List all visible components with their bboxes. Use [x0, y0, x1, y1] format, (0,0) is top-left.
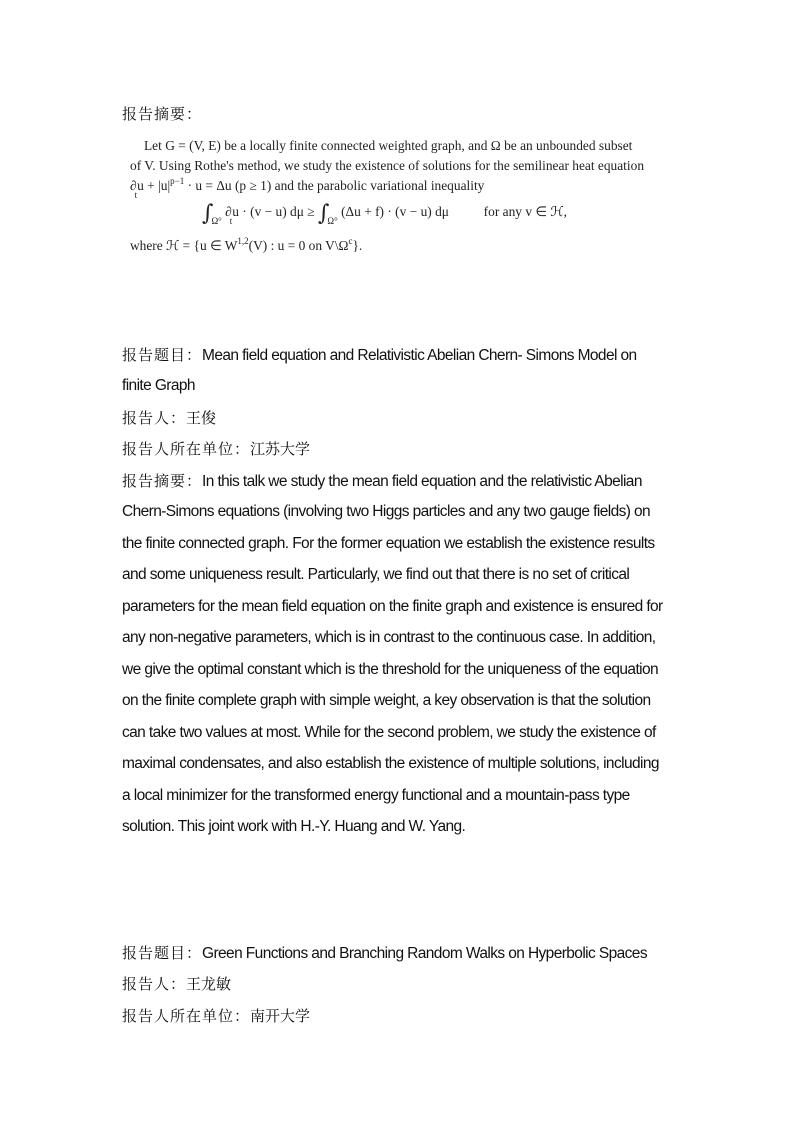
abstract-line: In this talk we study the mean field equation and the relativistic Abelian — [202, 473, 642, 490]
speaker-label: 报告人： — [122, 409, 187, 427]
affiliation-row-2 — [122, 1006, 310, 1026]
speaker-name-2: 王龙敏 — [186, 975, 232, 993]
abstract-line: and some uniqueness result. Particularly, we find out that there is no set of critical — [122, 566, 630, 583]
talk-title-row-2 — [122, 943, 647, 964]
latex-equation: $\int_{\Omega^\circ}$ $\partial_tu \cdot (v - u) d\mu \ge \int_{\Omega^\circ}$ (Δu + f) · (v − u) dμ for any v ∈ ℋ, — [202, 201, 567, 226]
abstract-line: parameters for the mean field equation on the finite graph and existence is ensured for — [122, 598, 663, 615]
affiliation-name-2: 南开大学 — [250, 1007, 311, 1025]
latex-line-5: where ℋ = {u ∈ W$^{1,2}$(V) : u = 0 on $V\backslash\Omega^c$}. — [130, 236, 363, 253]
title-label-2: 报告题目： — [122, 944, 203, 962]
affiliation-name: 江苏大学 — [250, 440, 311, 458]
integral-sign-left: ∫ — [202, 201, 214, 226]
latex-line-3: $\partial_tu + |u|^{p-1} \cdot u = \Delta u$ (p ≥ 1) and the parabolic variational inequality — [130, 176, 485, 200]
speaker-name: 王俊 — [186, 409, 217, 427]
affiliation-label: 报告人所在单位： — [122, 440, 251, 458]
abstract-label-2: 报告摘要： — [122, 472, 203, 490]
talk-title: Mean field equation and Relativistic Abelian Chern- Simons Model on — [202, 347, 637, 364]
speaker-row-2 — [122, 974, 231, 994]
abstract-line: the finite connected graph. For the former equation we establish the existence results — [122, 535, 655, 552]
abstract-line: Chern-Simons equations (involving two Higgs particles and any two gauge fields) on — [122, 503, 651, 520]
affiliation-row — [122, 439, 310, 459]
abstract-line: we give the optimal constant which is the threshold for the uniqueness of the equation — [122, 661, 659, 678]
abstract-row — [122, 471, 642, 492]
abstract-line: a local minimizer for the transformed energy functional and a mountain-pass type — [122, 787, 630, 804]
talk-title-row — [122, 345, 637, 366]
abstract-line: solution. This joint work with H.-Y. Huang and W. Yang. — [122, 818, 466, 835]
title-label: 报告题目： — [122, 346, 203, 364]
affiliation-label-2: 报告人所在单位： — [122, 1007, 251, 1025]
abstract-line: can take two values at most. While for the second problem, we study the existence of — [122, 724, 656, 741]
abstract-line: any non-negative parameters, which is in contrast to the continuous case. In addition, — [122, 629, 656, 646]
latex-abstract — [130, 136, 670, 256]
abstract-label: 报告摘要： — [122, 105, 203, 123]
latex-line-1: Let G = (V, E) be a locally finite connected weighted graph, and Ω be an unbounded subset — [144, 138, 633, 153]
abstract-line: on the finite complete graph with simple weight, a key observation is that the solution — [122, 692, 651, 709]
integral-sign-right: ∫ — [317, 201, 330, 226]
talk-title-continuation: finite Graph — [122, 377, 195, 394]
speaker-row — [122, 408, 216, 428]
latex-line-2: of V. Using Rothe's method, we study the existence of solutions for the semilinear heat equation — [130, 158, 645, 173]
abstract-line: maximal condensates, and also establish the existence of multiple solutions, including — [122, 755, 659, 772]
talk-title-2: Green Functions and Branching Random Walks on Hyperbolic Spaces — [202, 945, 647, 962]
speaker-label-2: 报告人： — [122, 975, 187, 993]
